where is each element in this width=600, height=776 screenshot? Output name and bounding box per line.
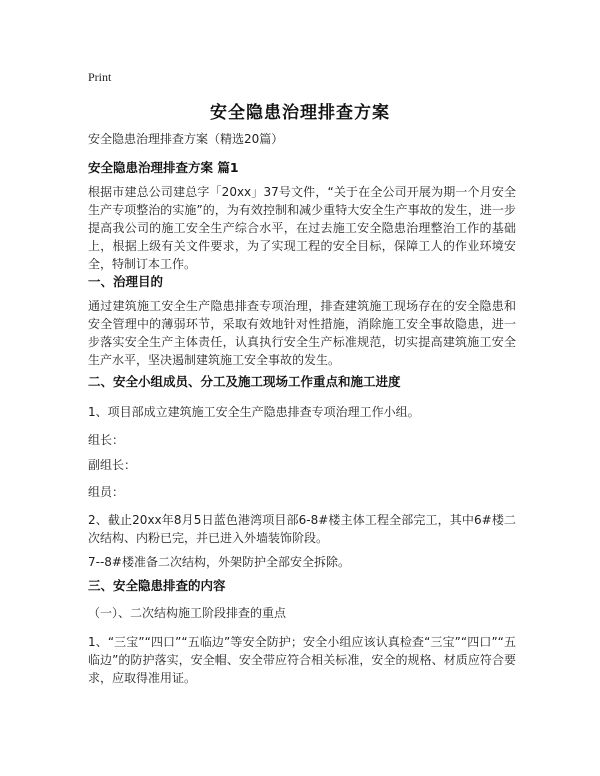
- section2-item3: 7--8#楼准备二次结构，外架防护全部安全拆除。: [88, 555, 350, 569]
- section3-heading: 三、安全隐患排查的内容: [88, 578, 226, 593]
- section1-heading: 一、治理目的: [88, 274, 164, 289]
- section2-heading: 二、安全小组成员、分工及施工现场工作重点和施工进度: [88, 374, 401, 389]
- section2-item2: 2、截止20xx年8月5日蓝色港湾项目部6-8#楼主体工程全部完工，其中6#楼二次结构、内粉已完，并已进入外墙装饰阶段。: [88, 513, 516, 545]
- team-leader-label: 组长：: [88, 433, 125, 447]
- document-title: 安全隐患治理排查方案: [210, 103, 390, 123]
- intro-paragraph: 根据市建总公司建总字「20xx」37号文件，“关于在全公司开展为期一个月安全生产专项整治的实施”的，为有效控制和减少重特大安全生产事故的发生，进一步提高我公司的施工安全生产综合水平，在过去施工安全隐患治理整治工作的基础上，根据上级有关文件要求，为了实现工程的安全目标，保障工人的作业环境安全，特制订本工作。: [88, 185, 516, 271]
- deputy-leader-label: 副组长：: [88, 458, 137, 472]
- members-label: 组员：: [88, 485, 125, 499]
- section2-item1: 1、项目部成立建筑施工安全生产隐患排查专项治理工作小组。: [88, 405, 420, 419]
- section3-item1: 1、“三宝”“四口”“五临边”等安全防护；安全小组应该认真检查“三宝”“四口”“五临边”的防护落实，安全帽、安全带应符合相关标准，安全的规格、材质应符合要求，应取得准用证。: [88, 635, 516, 685]
- section3-subheading: （一）、二次结构施工阶段排查的重点: [88, 606, 287, 620]
- print-label[interactable]: Print: [88, 70, 112, 84]
- document-subtitle: 安全隐患治理排查方案（精选20篇）: [88, 132, 284, 146]
- section1-paragraph: 通过建筑施工安全生产隐患排查专项治理，排查建筑施工现场存在的安全隐患和安全管理中的薄弱环节，采取有效地针对性措施，消除施工安全事故隐患，进一步落实安全生产主体责任，认真执行安全生产标准规范，切实提高建筑施工安全生产水平，坚决遏制建筑施工安全事故的发生。: [88, 299, 516, 367]
- article-heading: 安全隐患治理排查方案 篇1: [88, 160, 239, 175]
